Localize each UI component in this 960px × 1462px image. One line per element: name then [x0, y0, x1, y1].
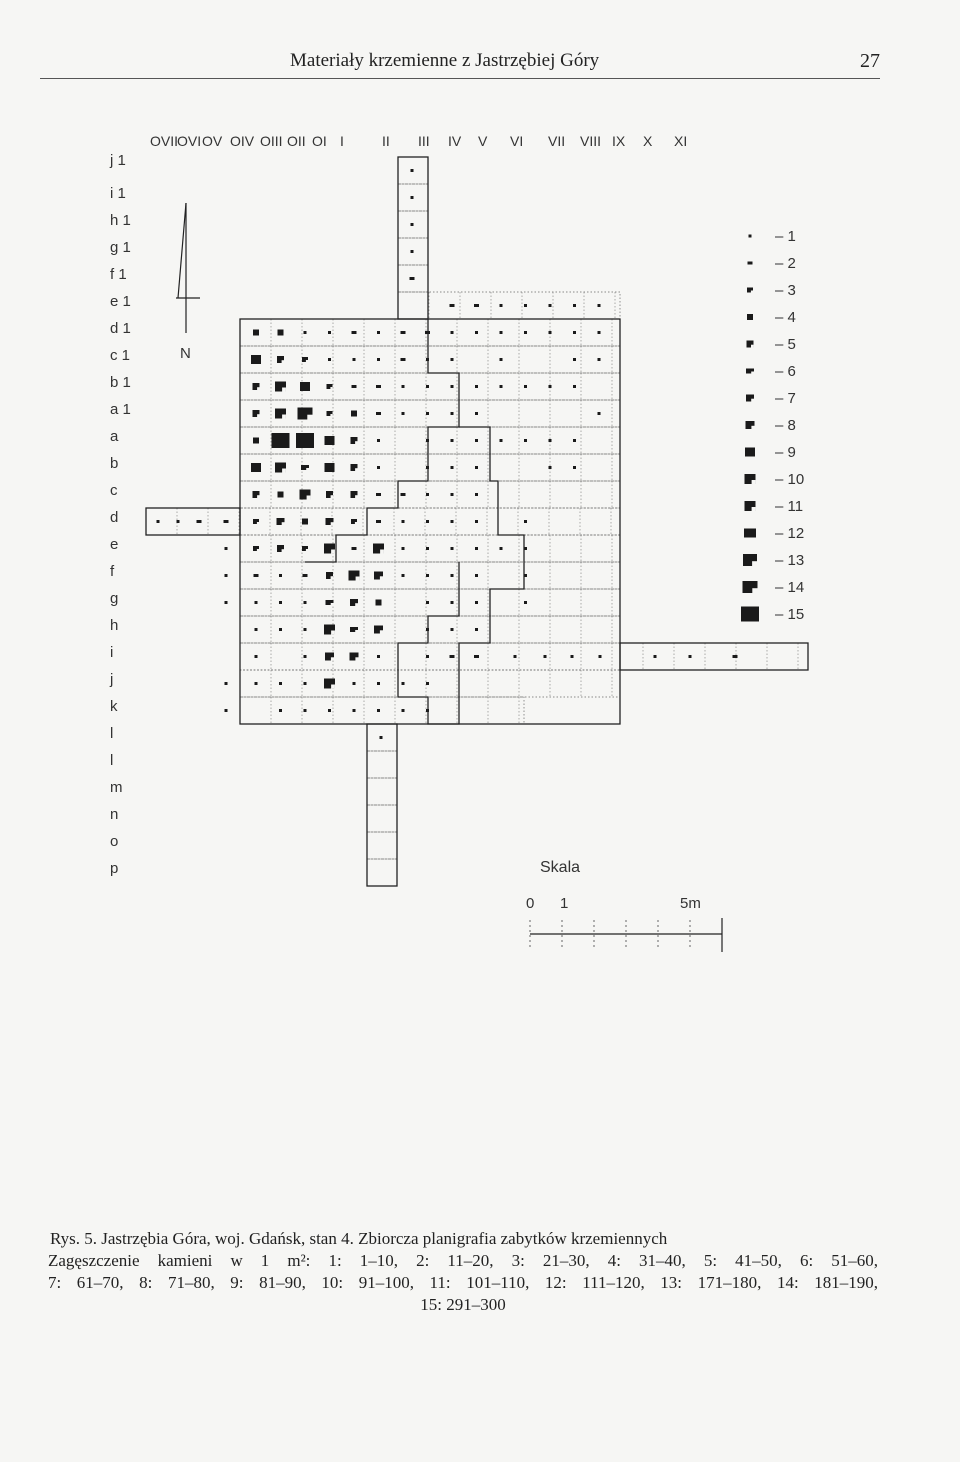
density-mark-notch [331, 495, 333, 498]
density-mark [475, 412, 478, 415]
density-mark [524, 385, 527, 388]
grid-row-cell [367, 751, 397, 778]
density-mark-notch [331, 576, 333, 579]
density-mark [524, 520, 527, 523]
grid-row-cell [240, 400, 620, 427]
density-mark [304, 709, 307, 712]
density-mark [475, 574, 478, 577]
density-mark-notch [306, 549, 308, 551]
density-mark [253, 438, 259, 444]
density-mark [571, 655, 574, 658]
grid-row-cell [240, 697, 524, 724]
column-label: VI [510, 133, 524, 149]
density-mark-notch [356, 577, 360, 581]
density-mark [544, 655, 547, 658]
density-mark [426, 520, 429, 523]
column-label: XI [674, 133, 688, 149]
density-mark [254, 574, 259, 577]
row-label: l [110, 752, 114, 769]
density-mark [451, 385, 454, 388]
density-mark-notch [380, 630, 383, 633]
density-mark [598, 358, 601, 361]
density-mark-notch [331, 657, 334, 660]
density-mark [278, 492, 284, 498]
density-mark [524, 601, 527, 604]
density-mark [475, 493, 478, 496]
density-mark [573, 358, 576, 361]
density-mark [402, 682, 405, 685]
legend-symbol-notch [751, 345, 753, 348]
page-number: 27 [860, 50, 880, 72]
density-mark-notch [257, 522, 259, 524]
density-mark [573, 385, 576, 388]
density-mark [157, 520, 160, 523]
density-mark [474, 655, 479, 658]
density-mark [451, 493, 454, 496]
density-mark [351, 411, 357, 417]
density-mark [426, 493, 429, 496]
density-mark-notch [257, 414, 259, 417]
density-mark [451, 331, 454, 334]
density-mark [426, 574, 429, 577]
legend-symbol-notch [751, 372, 754, 374]
density-mark [304, 331, 307, 334]
scale-label-zero: 0 [526, 895, 535, 912]
legend-symbol-notch [752, 588, 757, 593]
density-mark [376, 385, 381, 388]
density-mark [474, 304, 479, 307]
density-mark [255, 601, 258, 604]
density-mark-notch [282, 388, 286, 392]
density-mark-notch [355, 657, 358, 660]
grid-row-cell [240, 481, 620, 508]
density-mark-notch [306, 468, 309, 470]
density-mark [303, 574, 308, 577]
density-mark-notch [282, 415, 286, 419]
density-mark [689, 655, 692, 658]
row-label: h 1 [110, 212, 131, 229]
density-mark [549, 466, 552, 469]
density-mark [475, 520, 478, 523]
density-mark [654, 655, 657, 658]
row-label: i [110, 644, 114, 661]
density-mark [500, 385, 503, 388]
density-mark [253, 330, 259, 336]
grid-outline-main [240, 319, 620, 724]
legend-label: – 5 [775, 336, 796, 353]
density-mark-notch [331, 522, 334, 525]
grid-row-cell [240, 454, 620, 481]
density-mark [352, 331, 357, 334]
density-mark [500, 358, 503, 361]
row-label: a 1 [110, 401, 131, 418]
density-mark-notch [355, 522, 357, 524]
grid-row-cell [240, 535, 620, 562]
row-label: p [110, 860, 119, 877]
density-mark [401, 358, 406, 361]
legend-symbol-notch [752, 480, 756, 484]
grid-row-cell [367, 832, 397, 859]
caption-line-3: 7: 61–70, 8: 71–80, 9: 81–90, 10: 91–100, 11: 101–110, 12: 111–120, 13: 171–180, 14: 181–190, [48, 1273, 878, 1292]
density-mark [451, 412, 454, 415]
density-mark [377, 682, 380, 685]
density-mark [304, 628, 307, 631]
row-label: c 1 [110, 347, 131, 364]
density-mark [325, 436, 335, 445]
density-mark [300, 382, 310, 391]
scale-label-five: 5m [680, 895, 701, 912]
density-mark-notch [282, 549, 284, 552]
density-mark [377, 655, 380, 658]
density-mark [411, 169, 414, 172]
density-mark [426, 682, 429, 685]
density-mark [475, 439, 478, 442]
density-mark [328, 709, 331, 712]
legend-label: – 2 [775, 255, 796, 272]
density-mark [451, 439, 454, 442]
legend-label: – 6 [775, 363, 796, 380]
density-mark [296, 433, 314, 448]
legend-symbol [745, 448, 755, 457]
density-mark [225, 601, 228, 604]
legend-label: – 15 [775, 606, 805, 623]
density-mark [451, 466, 454, 469]
column-label: IX [612, 133, 626, 149]
density-mark [524, 304, 527, 307]
column-label: IV [448, 133, 462, 149]
density-mark-notch [355, 495, 357, 498]
density-mark [451, 601, 454, 604]
density-mark [475, 601, 478, 604]
density-mark [251, 463, 261, 472]
density-mark [549, 385, 552, 388]
density-mark-notch [282, 360, 284, 363]
row-label: e [110, 536, 119, 553]
density-mark-notch [331, 685, 335, 689]
density-mark-notch [331, 631, 335, 635]
density-mark [573, 439, 576, 442]
density-mark [451, 547, 454, 550]
density-mark [278, 330, 284, 336]
density-mark-notch [355, 468, 357, 471]
grid-outline-east-arm [620, 643, 808, 670]
density-mark [411, 223, 414, 226]
density-mark [377, 439, 380, 442]
density-mark [549, 331, 552, 334]
density-mark [377, 331, 380, 334]
row-label: i 1 [110, 185, 126, 202]
density-mark [304, 601, 307, 604]
density-mark [328, 358, 331, 361]
density-mark [279, 601, 282, 604]
legend-symbol [749, 235, 752, 238]
column-label: OI [312, 133, 327, 149]
row-label: b [110, 455, 119, 472]
density-mark [353, 709, 356, 712]
density-mark-notch [355, 441, 357, 444]
legend-label: – 12 [775, 525, 805, 542]
figure-caption [48, 1228, 878, 1316]
density-mark [353, 358, 356, 361]
density-mark [410, 277, 415, 280]
density-mark [450, 304, 455, 307]
legend-symbol-notch [751, 399, 754, 402]
density-mark [377, 358, 380, 361]
density-mark [426, 655, 429, 658]
legend-label: – 11 [775, 498, 804, 515]
density-mark [451, 574, 454, 577]
density-mark [402, 520, 405, 523]
row-label: f 1 [110, 266, 127, 283]
legend-label: – 7 [775, 390, 796, 407]
density-mark [352, 385, 357, 388]
density-mark [302, 519, 308, 525]
row-label: d [110, 509, 119, 526]
density-mark [255, 655, 258, 658]
density-mark [279, 574, 282, 577]
legend-label: – 9 [775, 444, 796, 461]
column-label: OVI [177, 133, 202, 149]
density-mark [402, 412, 405, 415]
density-mark [377, 466, 380, 469]
density-mark [411, 250, 414, 253]
column-label: VII [548, 133, 566, 149]
grid-row-cell [398, 292, 620, 319]
north-label: N [180, 345, 191, 362]
legend-label: – 1 [775, 228, 796, 245]
column-label: OVII [150, 133, 179, 149]
density-mark [197, 520, 202, 523]
density-mark [733, 655, 738, 658]
density-mark [524, 439, 527, 442]
column-label: II [382, 133, 390, 149]
density-mark [475, 628, 478, 631]
scale-title: Skala [540, 859, 581, 876]
legend-symbol [747, 314, 753, 320]
density-mark [353, 682, 356, 685]
column-label: I [340, 133, 344, 149]
density-mark-notch [307, 496, 311, 500]
north-arrow-line [178, 203, 186, 298]
density-mark [304, 682, 307, 685]
grid-row-cell [240, 346, 620, 373]
density-mark [475, 385, 478, 388]
density-mark [225, 682, 228, 685]
row-label: f [110, 563, 115, 580]
row-label: j 1 [110, 152, 126, 169]
density-mark [304, 655, 307, 658]
row-label: j [110, 671, 114, 688]
density-mark [401, 331, 406, 334]
column-label: OIII [260, 133, 283, 149]
legend-symbol [744, 529, 756, 538]
row-label: e 1 [110, 293, 131, 310]
grid-row-cell [240, 616, 620, 643]
density-mark [514, 655, 517, 658]
grid-row-cell [240, 670, 620, 697]
density-mark [377, 709, 380, 712]
legend-symbol [748, 262, 753, 265]
density-mark [426, 385, 429, 388]
density-mark [402, 547, 405, 550]
row-label: k [110, 698, 118, 715]
density-mark [225, 547, 228, 550]
density-mark-notch [331, 603, 334, 605]
density-mark [549, 439, 552, 442]
density-mark [325, 463, 335, 472]
density-mark-notch [257, 495, 259, 498]
density-mark [451, 628, 454, 631]
density-mark [475, 331, 478, 334]
row-label: m [110, 779, 123, 796]
density-mark [599, 655, 602, 658]
legend-label: – 13 [775, 552, 805, 569]
density-mark [402, 709, 405, 712]
density-mark [573, 466, 576, 469]
legend-label: – 8 [775, 417, 796, 434]
density-mark-notch [331, 550, 335, 554]
caption-line-4: 15: 291–300 [420, 1295, 506, 1314]
density-mark [475, 547, 478, 550]
density-mark [451, 358, 454, 361]
density-mark [426, 601, 429, 604]
density-mark-notch [307, 415, 312, 420]
row-label: g [110, 590, 119, 607]
density-mark [401, 493, 406, 496]
density-mark-notch [380, 576, 383, 579]
density-mark-notch [257, 549, 259, 551]
grid-row-cell [367, 859, 397, 886]
density-mark [376, 412, 381, 415]
grid-row-cell [240, 589, 620, 616]
legend-label: – 3 [775, 282, 796, 299]
density-mark [500, 439, 503, 442]
column-label: X [643, 133, 653, 149]
legend-label: – 4 [775, 309, 796, 326]
density-mark [598, 412, 601, 415]
density-mark [573, 304, 576, 307]
column-label: V [478, 133, 488, 149]
density-mark [272, 433, 290, 448]
legend-symbol-notch [752, 561, 757, 566]
density-mark [500, 304, 503, 307]
column-label: OII [287, 133, 306, 149]
density-mark [598, 304, 601, 307]
density-mark [224, 520, 229, 523]
density-mark [524, 331, 527, 334]
legend-symbol [741, 607, 759, 622]
column-label: VIII [580, 133, 602, 149]
density-mark-notch [355, 630, 358, 632]
row-label: g 1 [110, 239, 131, 256]
density-mark [255, 682, 258, 685]
legend-label: – 14 [775, 579, 805, 596]
density-mark [251, 355, 261, 364]
running-title: Materiały krzemienne z Jastrzębiej Góry [290, 50, 600, 71]
legend-symbol-notch [751, 426, 754, 429]
density-mark [500, 331, 503, 334]
density-mark [411, 196, 414, 199]
row-label: h [110, 617, 119, 634]
column-label: OV [202, 133, 223, 149]
density-mark-notch [306, 360, 308, 362]
row-label: o [110, 833, 119, 850]
column-label: OIV [230, 133, 255, 149]
legend-symbol-notch [752, 507, 756, 511]
density-mark [376, 600, 382, 606]
zone-boundary-east [398, 427, 524, 724]
density-mark-notch [282, 522, 285, 525]
caption-line-2: Zagęszczenie kamieni w 1 m²: 1: 1–10, 2: 11–20, 3: 21–30, 4: 31–40, 5: 41–50, 6: 51–60, [48, 1251, 878, 1270]
grid-row-cell [240, 373, 620, 400]
density-mark [426, 547, 429, 550]
row-label: n [110, 806, 119, 823]
density-mark [402, 385, 405, 388]
row-label: c [110, 482, 118, 499]
density-mark-notch [257, 387, 259, 390]
density-mark [376, 493, 381, 496]
density-mark [549, 304, 552, 307]
row-label: a [110, 428, 119, 445]
density-mark [450, 655, 455, 658]
grid-row-cell [240, 562, 620, 589]
row-label: l [110, 725, 114, 742]
legend-label: – 10 [775, 471, 805, 488]
density-mark [279, 682, 282, 685]
density-mark-notch [355, 603, 358, 606]
density-mark [352, 547, 357, 550]
density-mark [255, 628, 258, 631]
density-mark [573, 331, 576, 334]
grid-row-cell [367, 805, 397, 832]
density-mark [279, 628, 282, 631]
density-mark [402, 574, 405, 577]
caption-line-1: Rys. 5. Jastrzębia Góra, woj. Gdańsk, stan 4. Zbiorcza planigrafia zabytków krzemiennych [50, 1229, 668, 1248]
legend-symbol-notch [751, 291, 753, 293]
scale-label-one: 1 [560, 895, 569, 912]
row-label: b 1 [110, 374, 131, 391]
density-mark [225, 709, 228, 712]
density-mark [328, 331, 331, 334]
row-label: d 1 [110, 320, 131, 337]
density-mark [380, 736, 383, 739]
density-mark [177, 520, 180, 523]
density-mark [426, 412, 429, 415]
density-mark-notch [380, 550, 384, 554]
density-mark [475, 466, 478, 469]
column-label: III [418, 133, 430, 149]
grid-row-cell [367, 778, 397, 805]
density-mark [376, 520, 381, 523]
density-mark [225, 574, 228, 577]
density-mark [500, 547, 503, 550]
density-mark-notch [330, 414, 332, 416]
density-mark-notch [282, 469, 286, 473]
density-mark [451, 520, 454, 523]
density-mark-notch [330, 387, 332, 389]
density-mark [598, 331, 601, 334]
density-mark [279, 709, 282, 712]
